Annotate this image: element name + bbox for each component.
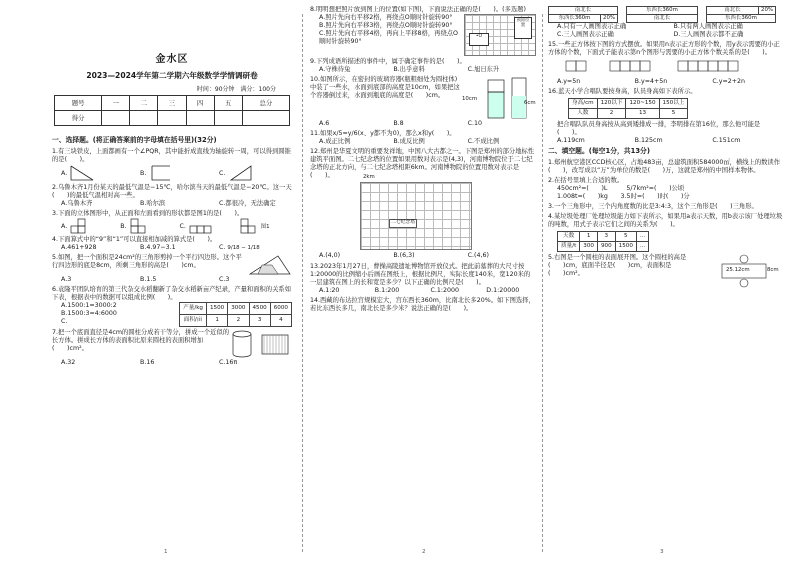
column-divider-2 [542, 14, 543, 552]
height-table: 身高/cm 120以下 120~150 150以上 人数 2 13 5 [568, 98, 688, 119]
map-grid: 2km 二七纪念塔 [360, 182, 472, 250]
time-info: 时间：90分钟 满分：100分 [196, 85, 276, 93]
fill-2: 2.在括号里填上合适的数。 450cm²=( )L 5/7km²=( )公顷 1.008t=( )kg 3.5时=( )时( )分 [548, 177, 690, 201]
q14-figure-1: 南北长 东西长360m 20% [548, 6, 618, 23]
triangle-parallelogram-icon [248, 254, 292, 276]
reserved-box: 预留位置 [514, 17, 532, 39]
question-9: 9.下列成语所描述的事件中，属于确定事件的是( )。 A.守株待兔 B.出乎意料 C.旭日东升 [310, 58, 500, 74]
district-title: 金水区 [155, 54, 189, 65]
question-3: 3.下面的立体图形中，从正面和左面看到的形状都是图1的是( )。 A. B. C. 图1 [52, 210, 292, 234]
yield-table: 产量/kg 1500 3000 4500 6000 面积/亩 1 2 3 4 [179, 302, 292, 326]
exam-header [52, 54, 292, 81]
exam-title: 2023—2024学年第二学期六年级数学学情调研卷 [86, 70, 258, 80]
score-table [54, 95, 290, 126]
question-14: 14.西藏的布达拉宫规模宏大，宫东西长360m，比南北长多20%。如下图选择，若比东西长多几，南北长是多少米？说法正确的是( )。 [310, 296, 535, 312]
cubes-a-icon [69, 218, 99, 234]
column-3 [548, 6, 784, 558]
tower-label: 二七纪念塔 [389, 219, 417, 227]
triangle-c-icon [227, 164, 255, 182]
question-8: 8.明明想把照片放到图上的位置(如下图)，下面说法正确的是( )。(多选题) A.照片先向右平移2格，再绕点O顺时针旋转90° B.照片先向右平移3格，再绕点O顺时针旋转90° C.照片先向右平移4格，再向上平移8格，再绕点O顺时针旋转90° •O 预留位置 [310, 6, 536, 56]
bottle-figure: 10cm 6cm [462, 76, 536, 120]
q14-figures [548, 6, 784, 23]
question-12: 12.郑州是华夏文明的重要发祥地，中国八大古都之一。下图是郑州的部分地标性建筑平面图。二七纪念塔的位置如果用数对表示是(4,3)，河南博物院位于二七纪念塔的正北方向，与二七纪念塔相距6km。河南博物院的位置用数对表示是( )。 2km 二七纪念塔 A.(4,0) B.(6,3) C.(4,6) [310, 148, 535, 260]
question-2: 2.乌鲁木齐1月份某天的最低气温是−15℃，哈尔滨当天的最低气温是−20℃。这一天( )的最低气温相对高一些。 A.乌鲁木齐 B.哈尔滨 C.都很冷，无法确定 [52, 183, 292, 208]
q14-figure-2: 东西长360m 南北长 [626, 6, 698, 23]
cubes-b-icon [129, 218, 159, 234]
photo-grid [464, 14, 536, 56]
question-5: 5.如图，把一个面积是24cm²的三角形剪掉一个平行四边形。这个平行四边形的底是8cm，所剩三角形的高是( )cm。 A.3 B.1.5 C.3 [52, 254, 292, 284]
photo-icon: •O [469, 33, 489, 46]
cube-pattern-icon [548, 57, 778, 75]
question-1: 1.有三块铁皮，上面都画有一个∠PQR，其中能折成直线为轴旋转一周，可以得到圆锥的是( )。 A. B. C. [52, 148, 292, 182]
garbage-table: 天数 1 3 5 … 质量/t 300 900 1500 … [557, 231, 649, 252]
fill-5: 5.右图是一个圆柱的表面展开图。这个圆柱的高是( )cm，底面半径是( )cm，表面积是( )cm²。 25.12cm 8cm [548, 254, 784, 288]
triangle-b-icon [148, 164, 176, 182]
score-table-score-row: 得分 [55, 111, 290, 126]
page-number-1: 1 [164, 548, 168, 555]
cylinder-net: 25.12cm 8cm [704, 254, 784, 288]
fill-3: 3.一个三角形中，三个内角度数的比是3:4:3，这个三角形是( )三角形。 [548, 203, 758, 211]
question-6: 6.袁隆平团队培育的第三代杂交水稻翻新了杂交水稻新亩产纪录，产量和面积的关系如下表，根据表中的数据可以组成比例( )。 A.1500:1=3000:2 B.1500:3=4:6000 C. 产量/kg 1500 3000 4500 6000 面积/亩 1 2 3 4 [52, 286, 291, 326]
triangle-a-icon [69, 164, 97, 182]
figure-1-icon [239, 218, 259, 234]
section-2-title: 二、填空题。(每空1分，共13分) [548, 147, 650, 156]
question-4: 4.下面算式中的“9”和“1”可以直接相加减的算式是( )。 A.461+928 B.4.97−3.1 C. 9/18 − 1/18 [52, 236, 260, 252]
section-1-title: 一、选择题。(将正确答案前的字母填在括号里)(32分) [52, 136, 217, 145]
page-number-3: 3 [660, 548, 664, 555]
column-1 [52, 6, 292, 558]
column-2 [310, 6, 536, 558]
column-divider-1 [302, 14, 303, 552]
cubes-c-icon [188, 218, 218, 234]
question-14-options: A.只有一人画图表示正确 B.只有两人画图表示正确 C.三人画图表示正确 D.三人画图表示都不正确 [557, 22, 744, 38]
q14-figure-3: 南北长 20% 东西长360m [706, 6, 776, 23]
cylinder-cuboid-icon [230, 329, 292, 359]
page-number-2: 2 [422, 548, 426, 555]
fill-1: 1.郑州航空港区CCD核心区，占地483亩，总建筑面积584000㎡，横线上的数读作( )，改写成以“万”为单位的数是( )万，这就是郑州的中国样本物体。 [548, 158, 781, 175]
question-15: 15.一些正方体按下图的方式摆放。如果用n表示正方形的个数，用y表示需要的小正方体的个数，下面式子能表示第n个图形与需要的小正方体个数关系的是( )。 A.y=5n B.y=4+5n C.y=2+2n [548, 40, 780, 86]
question-11: 11.如果x/5=y/6(x、y都不为0)，那么x和y( )。 A.成正比例 B.成反比例 C.不成比例 [310, 130, 500, 146]
fill-4: 4.某垃圾处理厂处理垃圾能力如下表所示，如果用a表示天数，用b表示该厂处理垃圾的吨数，用式子表示它们之间的关系为( )。 天数 1 3 5 … 质量/t 300 900 1500 … [548, 213, 784, 252]
question-7: 7.把一个底面直径是4cm的圆柱分成若干等分，拼成一个近似的长方体。拼成长方体的表面积比原来圆柱的表面积增加( )cm²。 A.32 B.16 C.16π [52, 329, 292, 367]
question-13: 13.2023年1月27日，曹操高陵遗址博物馆开放仪式。把此前墓葬的大尺寸按1:20000的比例缩小后画在图纸上，根据比例尺，实际长度140米，宽120米的一层建筑在图上的长和宽是多少？以下正确的比例尺是( )。 A.1:20 B.1:200 C.1:2000 D.1:20000 [310, 262, 531, 294]
question-10: 10.如图所示，在密封的玻璃容器(瓶粗细处为圆柱体)中装了一些水，水面到底部的高度是10cm，如果把这个容器倒过来，水面到瓶底的高度是( )cm。 10cm 6cm A.6 B.8 C.10 [310, 76, 536, 128]
score-table-header-row: 题号 一 二 三 四 五 总分 [55, 96, 290, 111]
question-16: 16.蓝天小学合唱队要按身高，队员身高如下表所示。 身高/cm 120以下 120~150 150以上 人数 2 13 5 把合唱队队员身高按从高到矮排成一排，李明排在第16位，那么他可能是( )。 A.119cm B.125cm C.151cm [548, 88, 761, 145]
